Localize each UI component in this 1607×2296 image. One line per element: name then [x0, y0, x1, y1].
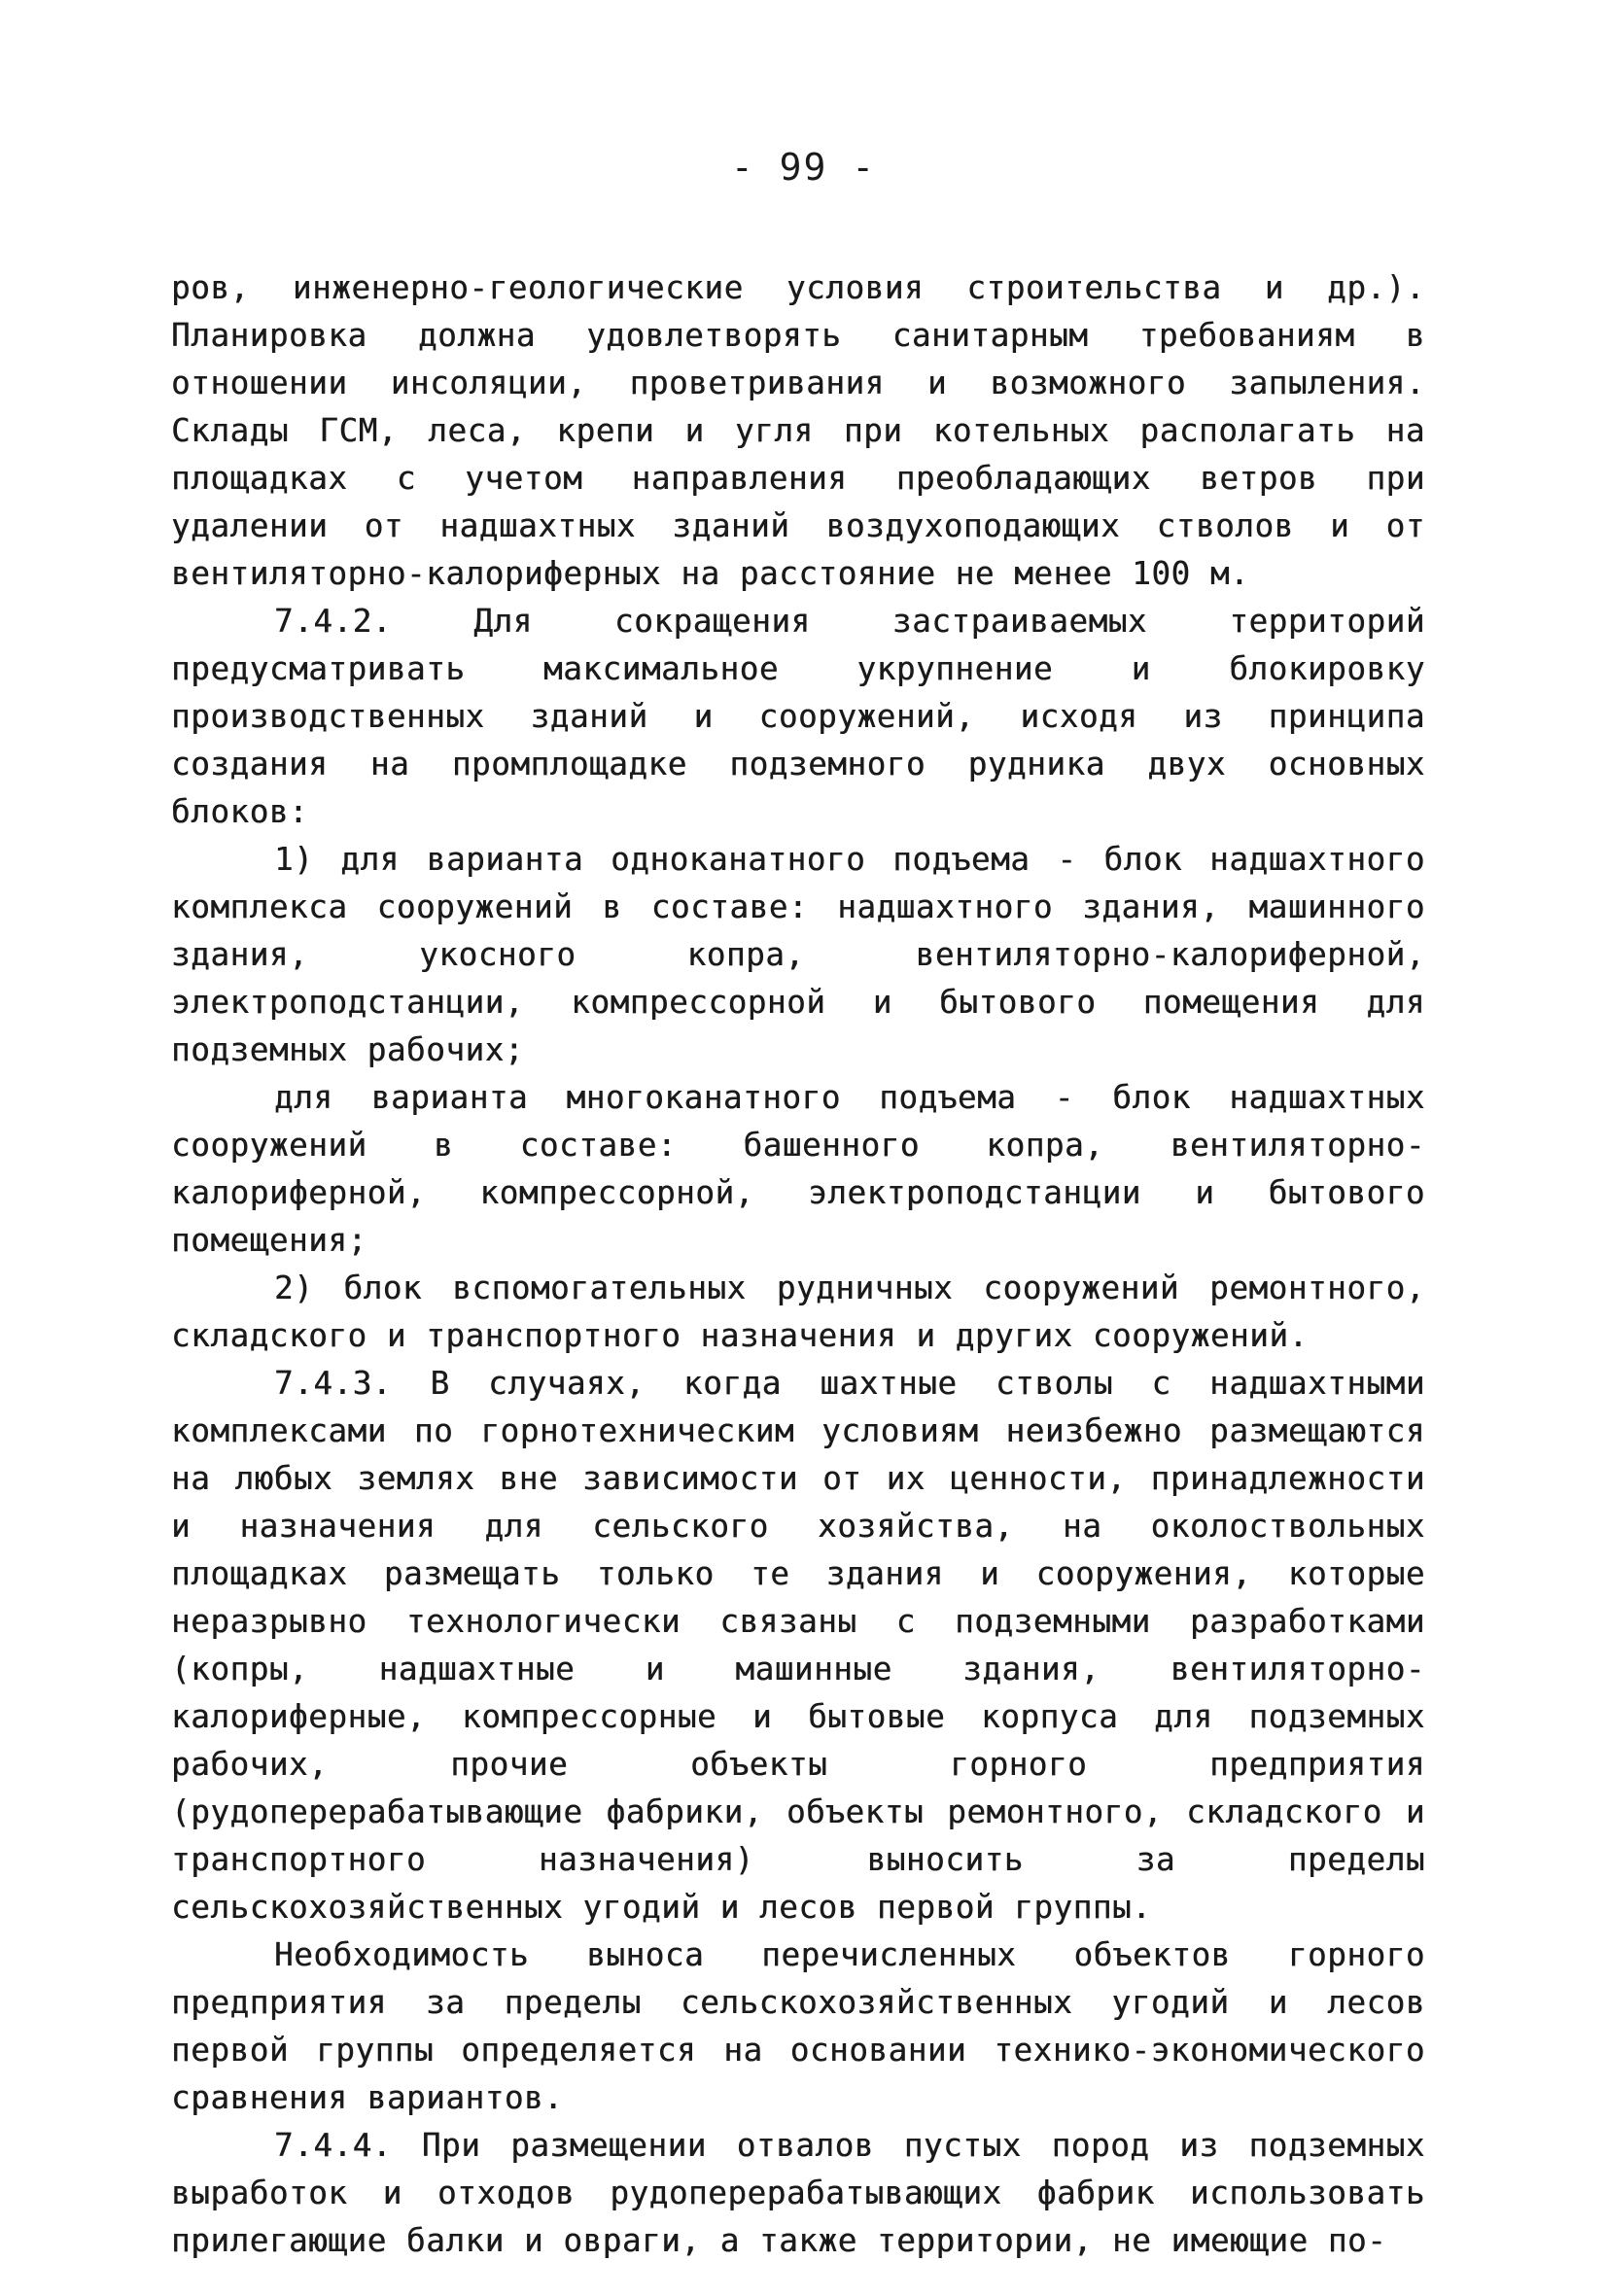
- list-item-2: 2) блок вспомогательных рудничных сооружений ремонтного, складского и транспортного назначения и других сооружений.: [171, 1270, 1425, 1354]
- paragraph-necessity: Необходимость выноса перечисленных объектов горного предприятия за пределы сельскохозяйственных угодий и лесов первой группы определяется на основании технико-экономического сравнения вариантов.: [171, 1936, 1425, 2116]
- paragraph-continuation: ров, инженерно-геологические условия строительства и др.). Планировка должна удовлетворять санитарным требованиям в отношении инсоляции, проветривания и возможного запыления. Склады ГСМ, леса, крепи и угля при котельных располагать на площадках с учетом направления преобладающих ветров при удалении от надшахтных зданий воздухоподающих стволов и от вентиляторно-калориферных на расстояние не менее 100 м.: [171, 269, 1425, 592]
- list-item-1: 1) для варианта одноканатного подъема - блок надшахтного комплекса сооружений в составе: надшахтного здания, машинного здания, укосного копра, вентиляторно-калориферной, электроподстанции, компрессорной и бытового помещения для подземных рабочих;: [171, 841, 1425, 1068]
- body-text: [171, 264, 1425, 2265]
- paragraph-7-4-3: 7.4.3. В случаях, когда шахтные стволы с надшахтными комплексами по горнотехническим условиям неизбежно размещаются на любых землях вне зависимости от их ценности, принадлежности и назначения для сельского хозяйства, на околоствольных площадках размещать только те здания и сооружения, которые неразрывно технологически связаны с подземными разработками (копры, надшахтные и машинные здания, вентиляторно-калориферные, компрессорные и бытовые корпуса для подземных рабочих, прочие объекты горного предприятия (рудоперерабатывающие фабрики, объекты ремонтного, складского и транспортного назначения) выносить за пределы сельскохозяйственных угодий и лесов первой группы.: [171, 1365, 1425, 1926]
- page-number: - 99 -: [730, 146, 877, 189]
- paragraph-7-4-2: 7.4.2. Для сокращения застраиваемых территорий предусматривать максимальное укрупнение и блокировку производственных зданий и сооружений, исходя из принципа создания на промплощадке подземного рудника двух основных блоков:: [171, 603, 1425, 830]
- paragraph-7-4-4: 7.4.4. При размещении отвалов пустых пород из подземных выработок и отходов рудоперерабатывающих фабрик использовать прилегающие балки и овраги, а также территории, не имеющие по-: [171, 2127, 1425, 2259]
- list-item-1-variant: для варианта многоканатного подъема - блок надшахтных сооружений в составе: башенного копра, вентиляторно-калориферной, компрессорной, электроподстанции и бытового помещения;: [171, 1079, 1425, 1259]
